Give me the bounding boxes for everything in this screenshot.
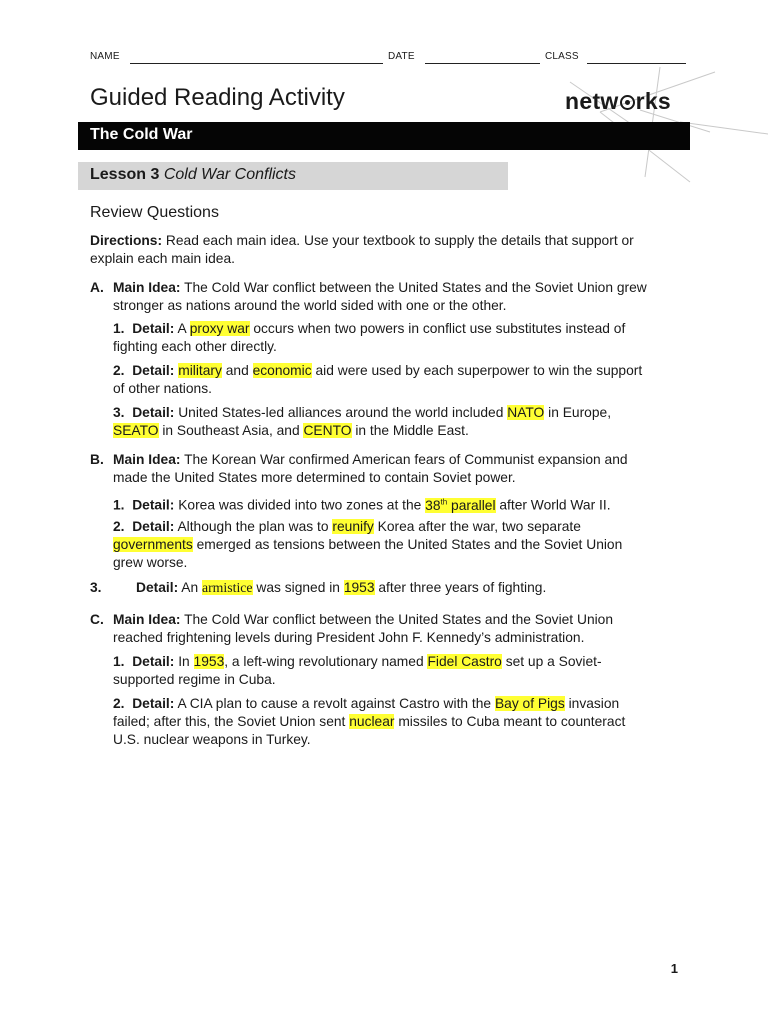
detail-number: 1. [113, 321, 125, 336]
highlighted-answer [425, 498, 495, 513]
detail-a1 [113, 320, 713, 356]
detail-text: grew worse. [113, 555, 188, 570]
detail-text: was signed in [252, 580, 344, 595]
detail-text: set up a Soviet- [501, 654, 602, 669]
logo-circle-icon [620, 95, 635, 110]
directions [90, 232, 700, 268]
class-label: CLASS [545, 51, 579, 62]
detail-b3 [136, 579, 716, 597]
directions-line1: Read each main idea. Use your textbook to supply the details that support or [165, 233, 634, 248]
detail-text: supported regime in Cuba. [113, 672, 276, 687]
detail-text: Although the plan was to [177, 519, 333, 534]
detail-text: A CIA plan to cause a revolt against Castro with the [177, 696, 495, 711]
networks-logo [565, 88, 671, 115]
logo-text-end: rks [635, 88, 672, 114]
detail-number: 1. [113, 497, 125, 513]
detail-b2 [113, 518, 713, 572]
detail-label: Detail: [132, 405, 175, 420]
main-idea-b-line1: The Korean War confirmed American fears of Communist expansion and [184, 452, 628, 467]
detail-text: occurs when two powers in conflict use substitutes instead of [249, 321, 626, 336]
main-idea-c [113, 611, 713, 647]
detail-a3 [113, 404, 713, 440]
main-idea-b-line2: made the United States more determined to contain Soviet power. [113, 470, 516, 485]
detail-number: 2. [113, 363, 125, 378]
detail-text: in Southeast Asia, and [158, 423, 304, 438]
highlighted-answer: NATO [507, 405, 545, 420]
detail-a2 [113, 362, 713, 398]
highlighted-answer: proxy war [189, 321, 250, 336]
highlight-word: parallel [447, 497, 496, 513]
section-title: Review Questions [90, 204, 219, 221]
main-idea-a [113, 279, 713, 315]
highlight-number: 38 [425, 497, 441, 513]
detail-text: In [178, 654, 194, 669]
lesson-bar [78, 162, 508, 190]
highlighted-answer: CENTO [303, 423, 352, 438]
detail-text: after World War II. [495, 497, 611, 513]
detail-text: failed; after this, the Soviet Union sent [113, 714, 350, 729]
detail-label: Detail: [132, 363, 175, 378]
main-idea-c-line1: The Cold War conflict between the United States and the Soviet Union [184, 612, 614, 627]
detail-label: Detail: [132, 497, 175, 513]
detail-text: U.S. nuclear weapons in Turkey. [113, 732, 311, 747]
detail-c2 [113, 695, 713, 749]
ordinal-suffix: th [440, 497, 448, 506]
highlighted-answer: armistice [201, 580, 253, 595]
lesson-title: Cold War Conflicts [163, 166, 296, 183]
detail-label: Detail: [132, 654, 175, 669]
detail-text: A [177, 321, 190, 336]
directions-label: Directions: [90, 233, 163, 248]
detail-number: 3. [113, 405, 125, 420]
chapter-title: The Cold War [90, 126, 193, 143]
detail-label: Detail: [136, 580, 179, 595]
highlighted-answer: Bay of Pigs [494, 696, 565, 711]
highlighted-answer: SEATO [113, 423, 159, 438]
detail-text: in Europe, [544, 405, 612, 420]
date-field-line[interactable] [425, 63, 540, 64]
detail-text: aid were used by each superpower to win the support [311, 363, 643, 378]
detail-text: fighting each other directly. [113, 339, 277, 354]
detail-number: 1. [113, 654, 125, 669]
detail-text: , a left-wing revolutionary named [224, 654, 428, 669]
detail-label: Detail: [132, 696, 175, 711]
detail-text: and [221, 363, 253, 378]
detail-text: missiles to Cuba meant to counteract [394, 714, 626, 729]
main-idea-c-line2: reached frightening levels during President John F. Kennedy’s administration. [113, 630, 585, 645]
highlighted-answer: economic [252, 363, 312, 378]
directions-line2: explain each main idea. [90, 251, 235, 266]
highlighted-answer: 1953 [193, 654, 225, 669]
main-idea-b [113, 451, 713, 487]
page-title: Guided Reading Activity [90, 84, 345, 111]
detail-text: in the Middle East. [351, 423, 469, 438]
detail-label: Detail: [132, 519, 175, 534]
main-idea-a-line1: The Cold War conflict between the United States and the Soviet Union grew [184, 280, 647, 295]
main-idea-label: Main Idea: [113, 612, 181, 627]
detail-c1 [113, 653, 713, 689]
detail-text: emerged as tensions between the United States and the Soviet Union [192, 537, 623, 552]
highlighted-answer: reunify [332, 519, 374, 534]
detail-text: United States-led alliances around the world included [178, 405, 508, 420]
highlighted-answer: military [178, 363, 222, 378]
detail-b1 [113, 493, 713, 515]
detail-text: invasion [564, 696, 620, 711]
main-idea-a-marker: A. [90, 280, 104, 295]
detail-text: Korea was divided into two zones at the [178, 497, 426, 513]
highlighted-answer: governments [113, 537, 193, 552]
highlighted-answer: nuclear [349, 714, 395, 729]
lesson-number: Lesson 3 [90, 166, 160, 183]
detail-number: 2. [113, 519, 125, 534]
main-idea-label: Main Idea: [113, 452, 181, 467]
name-label: NAME [90, 51, 120, 62]
main-idea-a-line2: stronger as nations around the world sided with one or the other. [113, 298, 507, 313]
main-idea-b-marker: B. [90, 452, 104, 467]
date-label: DATE [388, 51, 415, 62]
detail-b3-number: 3. [90, 580, 102, 595]
detail-label: Detail: [132, 321, 175, 336]
name-field-line[interactable] [130, 63, 383, 64]
page-number: 1 [670, 961, 678, 976]
main-idea-label: Main Idea: [113, 280, 181, 295]
detail-text: of other nations. [113, 381, 212, 396]
detail-text: An [181, 580, 202, 595]
detail-text: Korea after the war, two separate [373, 519, 581, 534]
highlighted-answer: Fidel Castro [427, 654, 502, 669]
highlighted-answer: 1953 [343, 580, 375, 595]
chapter-bar [78, 122, 690, 150]
detail-number: 2. [113, 696, 125, 711]
logo-text-start: netw [565, 88, 619, 114]
main-idea-c-marker: C. [90, 612, 104, 627]
detail-text: after three years of fighting. [374, 580, 547, 595]
